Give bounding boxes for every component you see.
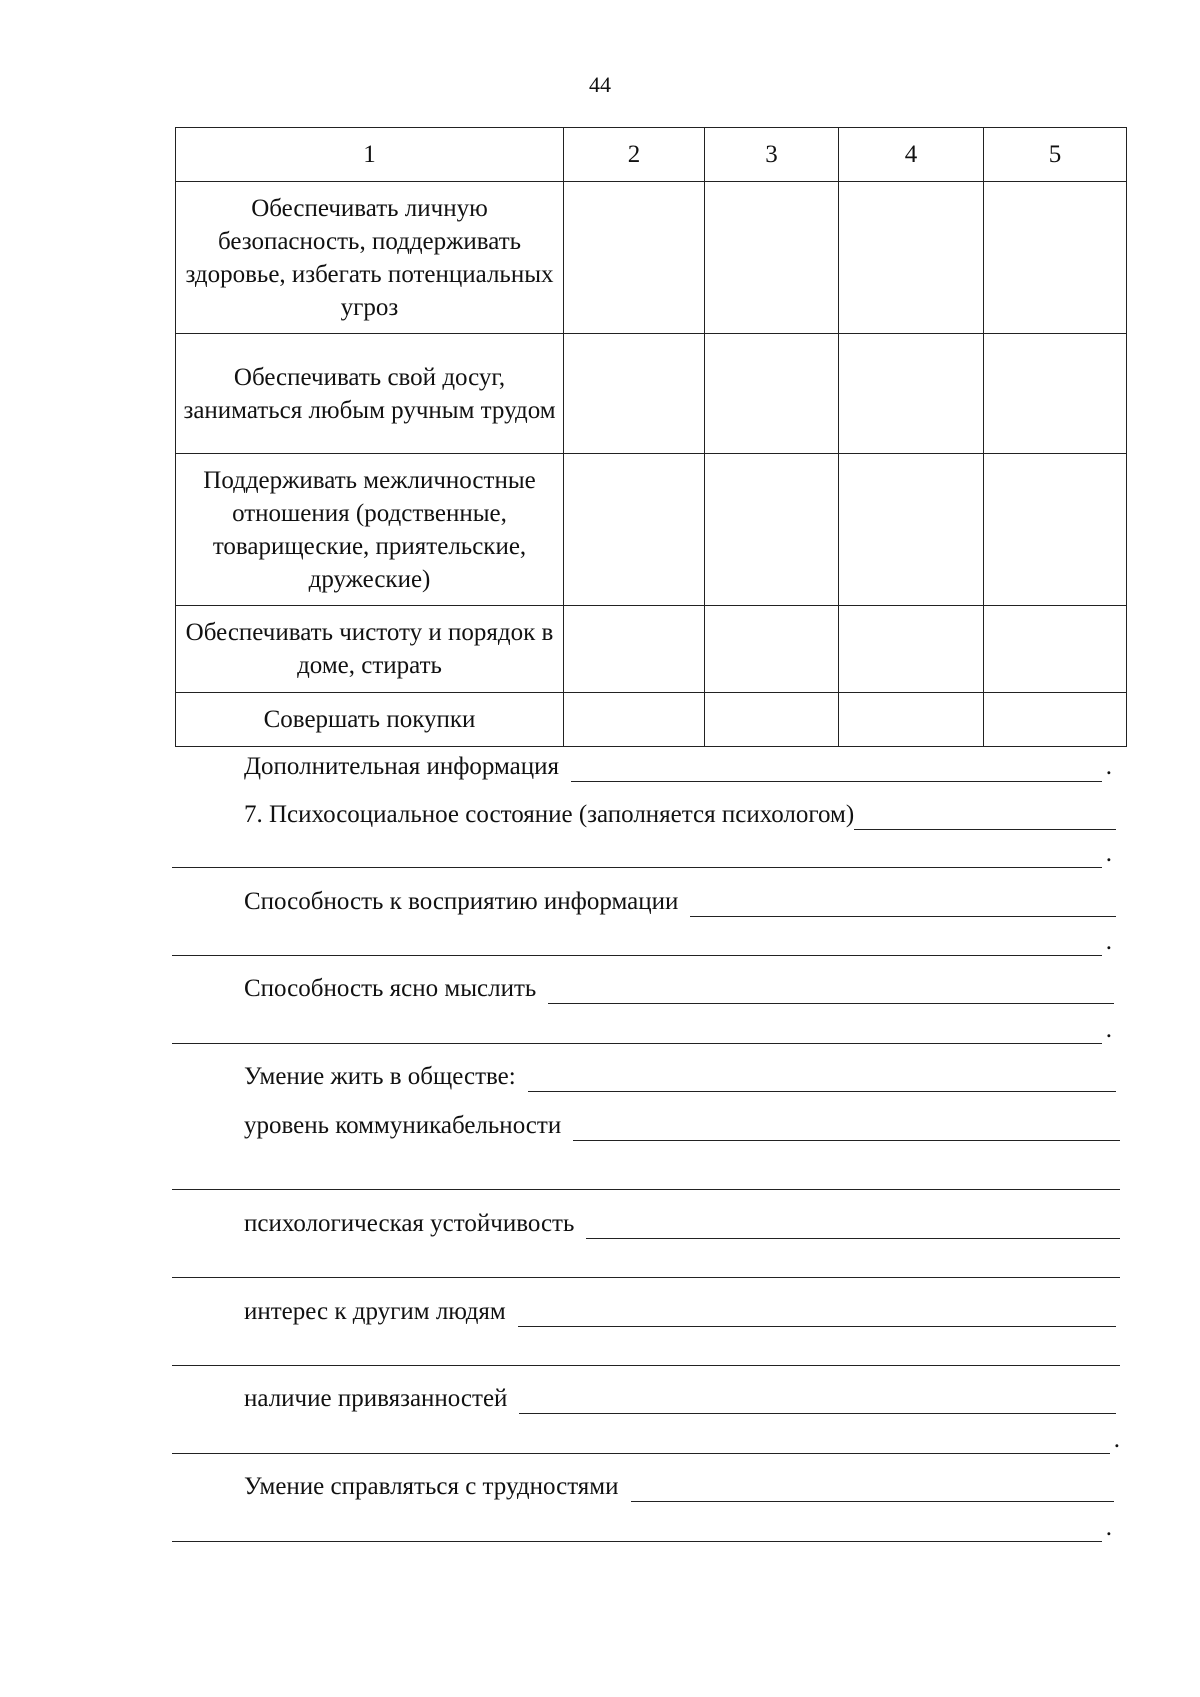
stability-field[interactable] bbox=[586, 1212, 1120, 1239]
table-header-cell: 5 bbox=[984, 128, 1127, 182]
society-field[interactable] bbox=[528, 1065, 1116, 1092]
attachments-field-continued[interactable] bbox=[172, 1427, 1110, 1454]
table-cell[interactable] bbox=[984, 182, 1127, 334]
perception-row bbox=[244, 883, 1116, 917]
table-row-label: Обеспечивать личную безопасность, поддерживать здоровье, избегать потенциальных угроз bbox=[176, 182, 564, 334]
perception-continuation bbox=[172, 922, 1112, 956]
table-cell[interactable] bbox=[564, 606, 705, 693]
table-row-label: Обеспечивать свой досуг, заниматься любым ручным трудом bbox=[176, 334, 564, 454]
table-cell[interactable] bbox=[839, 334, 984, 454]
table-cell[interactable] bbox=[984, 454, 1127, 606]
communication-continuation bbox=[172, 1156, 1120, 1190]
table-cell[interactable] bbox=[984, 334, 1127, 454]
table-header-cell: 4 bbox=[839, 128, 984, 182]
line-end-dot: . bbox=[1113, 1426, 1120, 1453]
table-cell[interactable] bbox=[839, 182, 984, 334]
page-number: 44 bbox=[589, 72, 611, 97]
section7-continuation bbox=[172, 834, 1112, 868]
interest-continuation bbox=[172, 1332, 1120, 1366]
table-header-row bbox=[176, 128, 1127, 182]
line-end-dot: . bbox=[1105, 1016, 1112, 1043]
table-cell[interactable] bbox=[564, 182, 705, 334]
interest-field[interactable] bbox=[518, 1300, 1116, 1327]
stability-field-continued[interactable] bbox=[172, 1251, 1120, 1278]
interest-label: интерес к другим людям bbox=[244, 1298, 506, 1325]
interest-row bbox=[244, 1293, 1116, 1327]
table-cell[interactable] bbox=[564, 693, 705, 747]
abilities-table bbox=[175, 127, 1127, 747]
line-end-dot: . bbox=[1105, 840, 1112, 867]
additional-info-row bbox=[244, 748, 1112, 782]
table-row bbox=[176, 454, 1127, 606]
table-cell[interactable] bbox=[564, 454, 705, 606]
table-cell[interactable] bbox=[705, 693, 839, 747]
coping-label: Умение справляться с трудностями bbox=[244, 1473, 619, 1500]
thinking-continuation bbox=[172, 1010, 1112, 1044]
table-header-cell: 2 bbox=[564, 128, 705, 182]
stability-continuation bbox=[172, 1244, 1120, 1278]
table-cell[interactable] bbox=[984, 606, 1127, 693]
table-row-label: Обеспечивать чистоту и порядок в доме, стирать bbox=[176, 606, 564, 693]
table-header-cell: 1 bbox=[176, 128, 564, 182]
table-row-label: Совершать покупки bbox=[176, 693, 564, 747]
table-cell[interactable] bbox=[564, 334, 705, 454]
thinking-label: Способность ясно мыслить bbox=[244, 975, 537, 1002]
table-row bbox=[176, 182, 1127, 334]
table-cell[interactable] bbox=[984, 693, 1127, 747]
table-row bbox=[176, 693, 1127, 747]
table-row bbox=[176, 606, 1127, 693]
attachments-row bbox=[244, 1380, 1116, 1414]
communication-row bbox=[244, 1107, 1120, 1141]
coping-continuation bbox=[172, 1508, 1112, 1542]
line-end-dot: . bbox=[1105, 753, 1112, 780]
attachments-continuation bbox=[172, 1420, 1120, 1454]
thinking-field[interactable] bbox=[548, 977, 1114, 1004]
additional-info-label: Дополнительная информация bbox=[244, 753, 560, 780]
table-cell[interactable] bbox=[839, 606, 984, 693]
table-cell[interactable] bbox=[705, 606, 839, 693]
section7-field-continued[interactable] bbox=[172, 841, 1102, 868]
perception-field-continued[interactable] bbox=[172, 929, 1102, 956]
table-cell[interactable] bbox=[705, 454, 839, 606]
coping-field-continued[interactable] bbox=[172, 1515, 1102, 1542]
table-cell[interactable] bbox=[705, 182, 839, 334]
line-end-dot: . bbox=[1105, 928, 1112, 955]
table-cell[interactable] bbox=[839, 454, 984, 606]
section7-label: 7. Психосоциальное состояние (заполняется психологом) bbox=[244, 801, 855, 828]
table-cell[interactable] bbox=[839, 693, 984, 747]
perception-field[interactable] bbox=[690, 890, 1116, 917]
coping-field[interactable] bbox=[631, 1475, 1115, 1502]
section7-row bbox=[244, 796, 1116, 830]
section7-field[interactable] bbox=[854, 803, 1116, 830]
society-label: Умение жить в обществе: bbox=[244, 1063, 516, 1090]
attachments-field[interactable] bbox=[519, 1387, 1116, 1414]
stability-row bbox=[244, 1205, 1120, 1239]
table-row-label: Поддерживать межличностные отношения (родственные, товарищеские, приятельские, дружеские) bbox=[176, 454, 564, 606]
interest-field-continued[interactable] bbox=[172, 1339, 1120, 1366]
table-cell[interactable] bbox=[705, 334, 839, 454]
table-row bbox=[176, 334, 1127, 454]
line-end-dot: . bbox=[1105, 1514, 1112, 1541]
perception-label: Способность к восприятию информации bbox=[244, 888, 679, 915]
thinking-field-continued[interactable] bbox=[172, 1017, 1102, 1044]
communication-field-continued[interactable] bbox=[172, 1163, 1120, 1190]
stability-label: психологическая устойчивость bbox=[244, 1210, 575, 1237]
table-header-cell: 3 bbox=[705, 128, 839, 182]
attachments-label: наличие привязанностей bbox=[244, 1385, 508, 1412]
thinking-row bbox=[244, 970, 1114, 1004]
coping-row bbox=[244, 1468, 1114, 1502]
communication-label: уровень коммуникабельности bbox=[244, 1112, 562, 1139]
communication-field[interactable] bbox=[573, 1114, 1120, 1141]
society-row bbox=[244, 1058, 1116, 1092]
additional-info-field[interactable] bbox=[571, 755, 1102, 782]
